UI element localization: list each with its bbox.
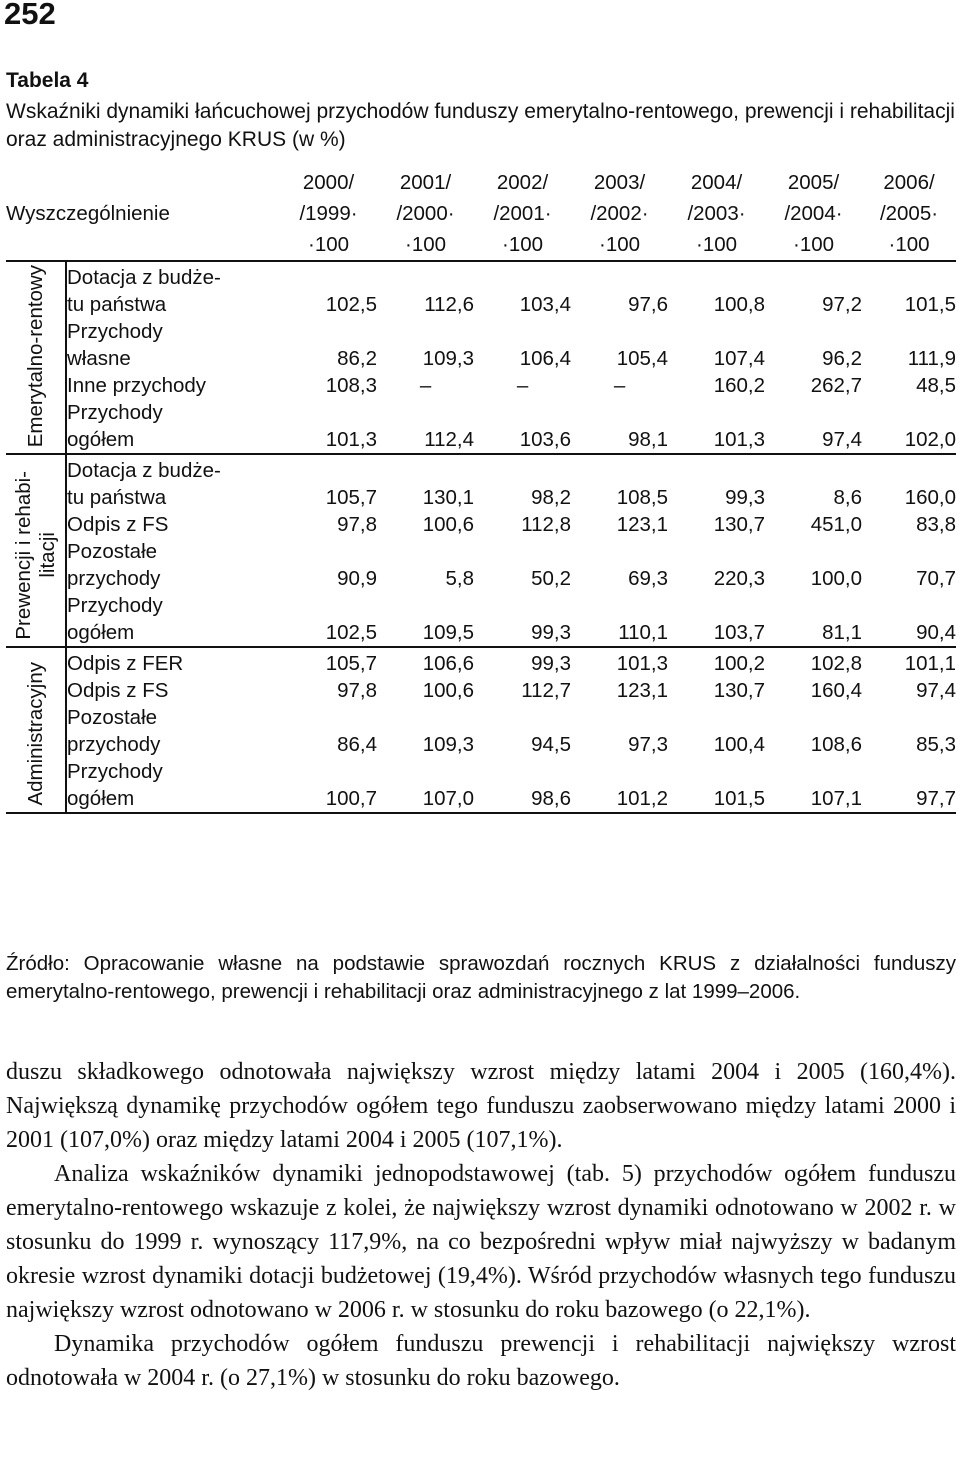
table-cell: 100,7 (280, 758, 377, 813)
table-row (6, 511, 956, 538)
table-cell: 99,3 (474, 592, 571, 647)
table-cell: – (419, 374, 432, 397)
header-year: 2003/ /2002· ·100 (571, 167, 668, 261)
table-cell: 102,5 (325, 293, 378, 316)
row-label: Przychody ogółem (66, 399, 280, 454)
table-cell: 50,2 (531, 567, 572, 590)
table-cell: 107,1 (765, 758, 862, 813)
table-cell: 160,4 (810, 679, 863, 702)
table-cell: 105,7 (325, 652, 378, 675)
table-cell: 97,4 (765, 399, 862, 454)
table-cell: 105,7 (325, 486, 378, 509)
row-label: Dotacja z budże- tu państwa (67, 459, 221, 509)
table-row (6, 704, 956, 758)
table-cell: 111,9 (907, 347, 957, 370)
table-row (6, 318, 956, 372)
row-label: Odpis z FS (67, 679, 169, 702)
table-cell: 103,4 (519, 293, 572, 316)
header-year: 2005/ /2004· ·100 (765, 167, 862, 261)
table-cell: 97,6 (628, 293, 669, 316)
paragraph: Analiza wskaźników dynamiki jednopodstawowej (tab. 5) przychodów ogółem funduszu emerytalno-rentowego wskazuje z kolei, że największy wzrost dynamiki odnotowano w 2002 r. w stosunku do 1999 r. wynoszący 117,9%, na co bezpośredni wpływ miał najwyższy w badanym okresie wzrost dynamiki dotacji budżetowej (19,4%). Wśród przychodów własnych tego funduszu największy wzrost odnotowano w 2006 r. w stosunku do roku bazowego (o 22,1%). (6, 1161, 956, 1323)
row-label: Przychody ogółem (66, 592, 280, 647)
table-cell: 112,8 (521, 513, 572, 536)
table-cell: 85,3 (916, 733, 957, 756)
table-cell: 108,5 (616, 486, 669, 509)
paragraph: Dynamika przychodów ogółem funduszu prewencji i rehabilitacji największy wzrost odnotowała w 2004 r. (o 27,1%) w stosunku do roku bazowego. (6, 1331, 956, 1391)
table-cell: 160,2 (713, 374, 766, 397)
table-cell: 130,7 (713, 679, 766, 702)
table-cell: 262,7 (810, 374, 863, 397)
table-cell: 97,8 (337, 513, 378, 536)
table-cell: 100,6 (422, 679, 475, 702)
table-cell: 69,3 (628, 567, 669, 590)
table-row (6, 399, 956, 454)
table-cell: 86,4 (337, 733, 378, 756)
table-caption: Wskaźniki dynamiki łańcuchowej przychodów funduszy emerytalno-rentowego, prewencji i rehabilitacji oraz administracyjnego KRUS (w %) (6, 100, 955, 151)
table-cell: 97,2 (822, 293, 863, 316)
table-cell: – (516, 374, 529, 397)
table-cell: 5,8 (445, 567, 475, 590)
table-cell: 81,1 (765, 592, 862, 647)
page-number: 252 (4, 0, 56, 31)
row-label: Odpis z FER (67, 652, 184, 675)
table-cell: 97,8 (337, 679, 378, 702)
header-year: 2000/ /1999· ·100 (280, 167, 377, 261)
table-cell: 98,6 (474, 758, 571, 813)
table-cell: 101,5 (668, 758, 765, 813)
table-cell: 102,8 (810, 652, 863, 675)
table-cell: 90,9 (337, 567, 378, 590)
table-cell: 109,3 (422, 347, 475, 370)
table-cell: 451,0 (810, 513, 863, 536)
table-cell: 97,3 (628, 733, 669, 756)
table-cell: 48,5 (916, 374, 957, 397)
table-cell: 106,4 (519, 347, 572, 370)
table-cell: 101,1 (904, 652, 957, 675)
table-row (6, 647, 956, 677)
table-cell: 101,3 (668, 399, 765, 454)
table-cell: 109,5 (377, 592, 474, 647)
table-cell: 112,6 (424, 293, 475, 316)
table-cell: 94,5 (531, 733, 572, 756)
header-wyszczegolnienie: Wyszczególnienie (6, 167, 280, 261)
table-cell: 100,0 (810, 567, 863, 590)
header-year: 2002/ /2001· ·100 (474, 167, 571, 261)
table-row (6, 677, 956, 704)
table-cell: 70,7 (916, 567, 957, 590)
table-cell: 107,0 (377, 758, 474, 813)
table-cell: 130,7 (713, 513, 766, 536)
table-row (6, 592, 956, 647)
table-cell: 101,5 (904, 293, 957, 316)
header-year: 2006/ /2005· ·100 (862, 167, 956, 261)
header-year: 2001/ /2000· ·100 (377, 167, 474, 261)
table-cell: 99,3 (725, 486, 766, 509)
row-label: Inne przychody (67, 374, 207, 397)
table-cell: 100,8 (713, 293, 766, 316)
table-cell: 100,2 (713, 652, 766, 675)
paragraph: duszu składkowego odnotowała największy wzrost między latami 2004 i 2005 (160,4%). Największą dynamikę przychodów ogółem tego funduszu zaobserwowano między latami 2000 i 2001 (107,0%) oraz między latami 2004 i 2005 (107,1%). (6, 1059, 956, 1153)
table-cell: 220,3 (713, 567, 766, 590)
group-label-administracyjny: Administracyjny (6, 647, 66, 813)
table-cell: 101,2 (571, 758, 668, 813)
row-label: Przychody własne (67, 320, 163, 370)
table-cell: 96,2 (822, 347, 863, 370)
table-row (6, 758, 956, 813)
table-cell: 102,0 (862, 399, 956, 454)
table-cell: 97,7 (862, 758, 956, 813)
table-cell: 99,3 (531, 652, 572, 675)
table-cell: 108,3 (325, 374, 378, 397)
row-label: Pozostałe przychody (67, 540, 161, 590)
group-label-prewencji-i-rehabilitacji: Prewencji i rehabi- litacji (6, 454, 66, 647)
table-cell: 98,1 (571, 399, 668, 454)
table-cell: 112,7 (521, 679, 572, 702)
header-year: 2004/ /2003· ·100 (668, 167, 765, 261)
table-cell: 97,4 (916, 679, 957, 702)
row-label: Pozostałe przychody (67, 706, 161, 756)
body-text (6, 1055, 956, 1395)
table-cell: 107,4 (713, 347, 766, 370)
table-cell: 98,2 (531, 486, 572, 509)
row-label: Dotacja z budże- tu państwa (67, 266, 221, 316)
table-cell: 100,6 (422, 513, 475, 536)
table-cell: 123,1 (616, 679, 669, 702)
table-source-note: Źródło: Opracowanie własne na podstawie sprawozdań rocznych KRUS z działalności funduszy emerytalno-rentowego, prewencji i rehabilitacji oraz administracyjnego z lat 1999–2006. (6, 952, 956, 1003)
table-cell: 110,1 (571, 592, 668, 647)
table-cell: 106,6 (422, 652, 475, 675)
table-row (6, 538, 956, 592)
table-cell: 90,4 (862, 592, 956, 647)
table-cell: 83,8 (916, 513, 957, 536)
table-label: Tabela 4 (6, 69, 89, 92)
dynamics-table (6, 167, 956, 814)
table-cell: 101,3 (280, 399, 377, 454)
table-cell: 100,4 (713, 733, 766, 756)
group-label-emerytalno-rentowy: Emerytalno-rentowy (6, 261, 66, 454)
table-cell: 160,0 (904, 486, 957, 509)
table-cell: 109,3 (422, 733, 475, 756)
row-label: Przychody ogółem (66, 758, 280, 813)
table-cell: 103,6 (474, 399, 571, 454)
table-cell: 105,4 (616, 347, 669, 370)
table-cell: 86,2 (337, 347, 378, 370)
table-cell: 8,6 (833, 486, 863, 509)
table-cell: 102,5 (280, 592, 377, 647)
table-cell: 123,1 (616, 513, 669, 536)
table-row (6, 261, 956, 318)
table-row (6, 454, 956, 511)
table-cell: 108,6 (810, 733, 863, 756)
table-cell: 112,4 (377, 399, 474, 454)
table-cell: 130,1 (422, 486, 475, 509)
table-cell: 101,3 (616, 652, 669, 675)
table-row (6, 372, 956, 399)
row-label: Odpis z FS (67, 513, 169, 536)
table-cell: 103,7 (668, 592, 765, 647)
table-header-row (6, 167, 956, 261)
table-cell: – (613, 374, 626, 397)
